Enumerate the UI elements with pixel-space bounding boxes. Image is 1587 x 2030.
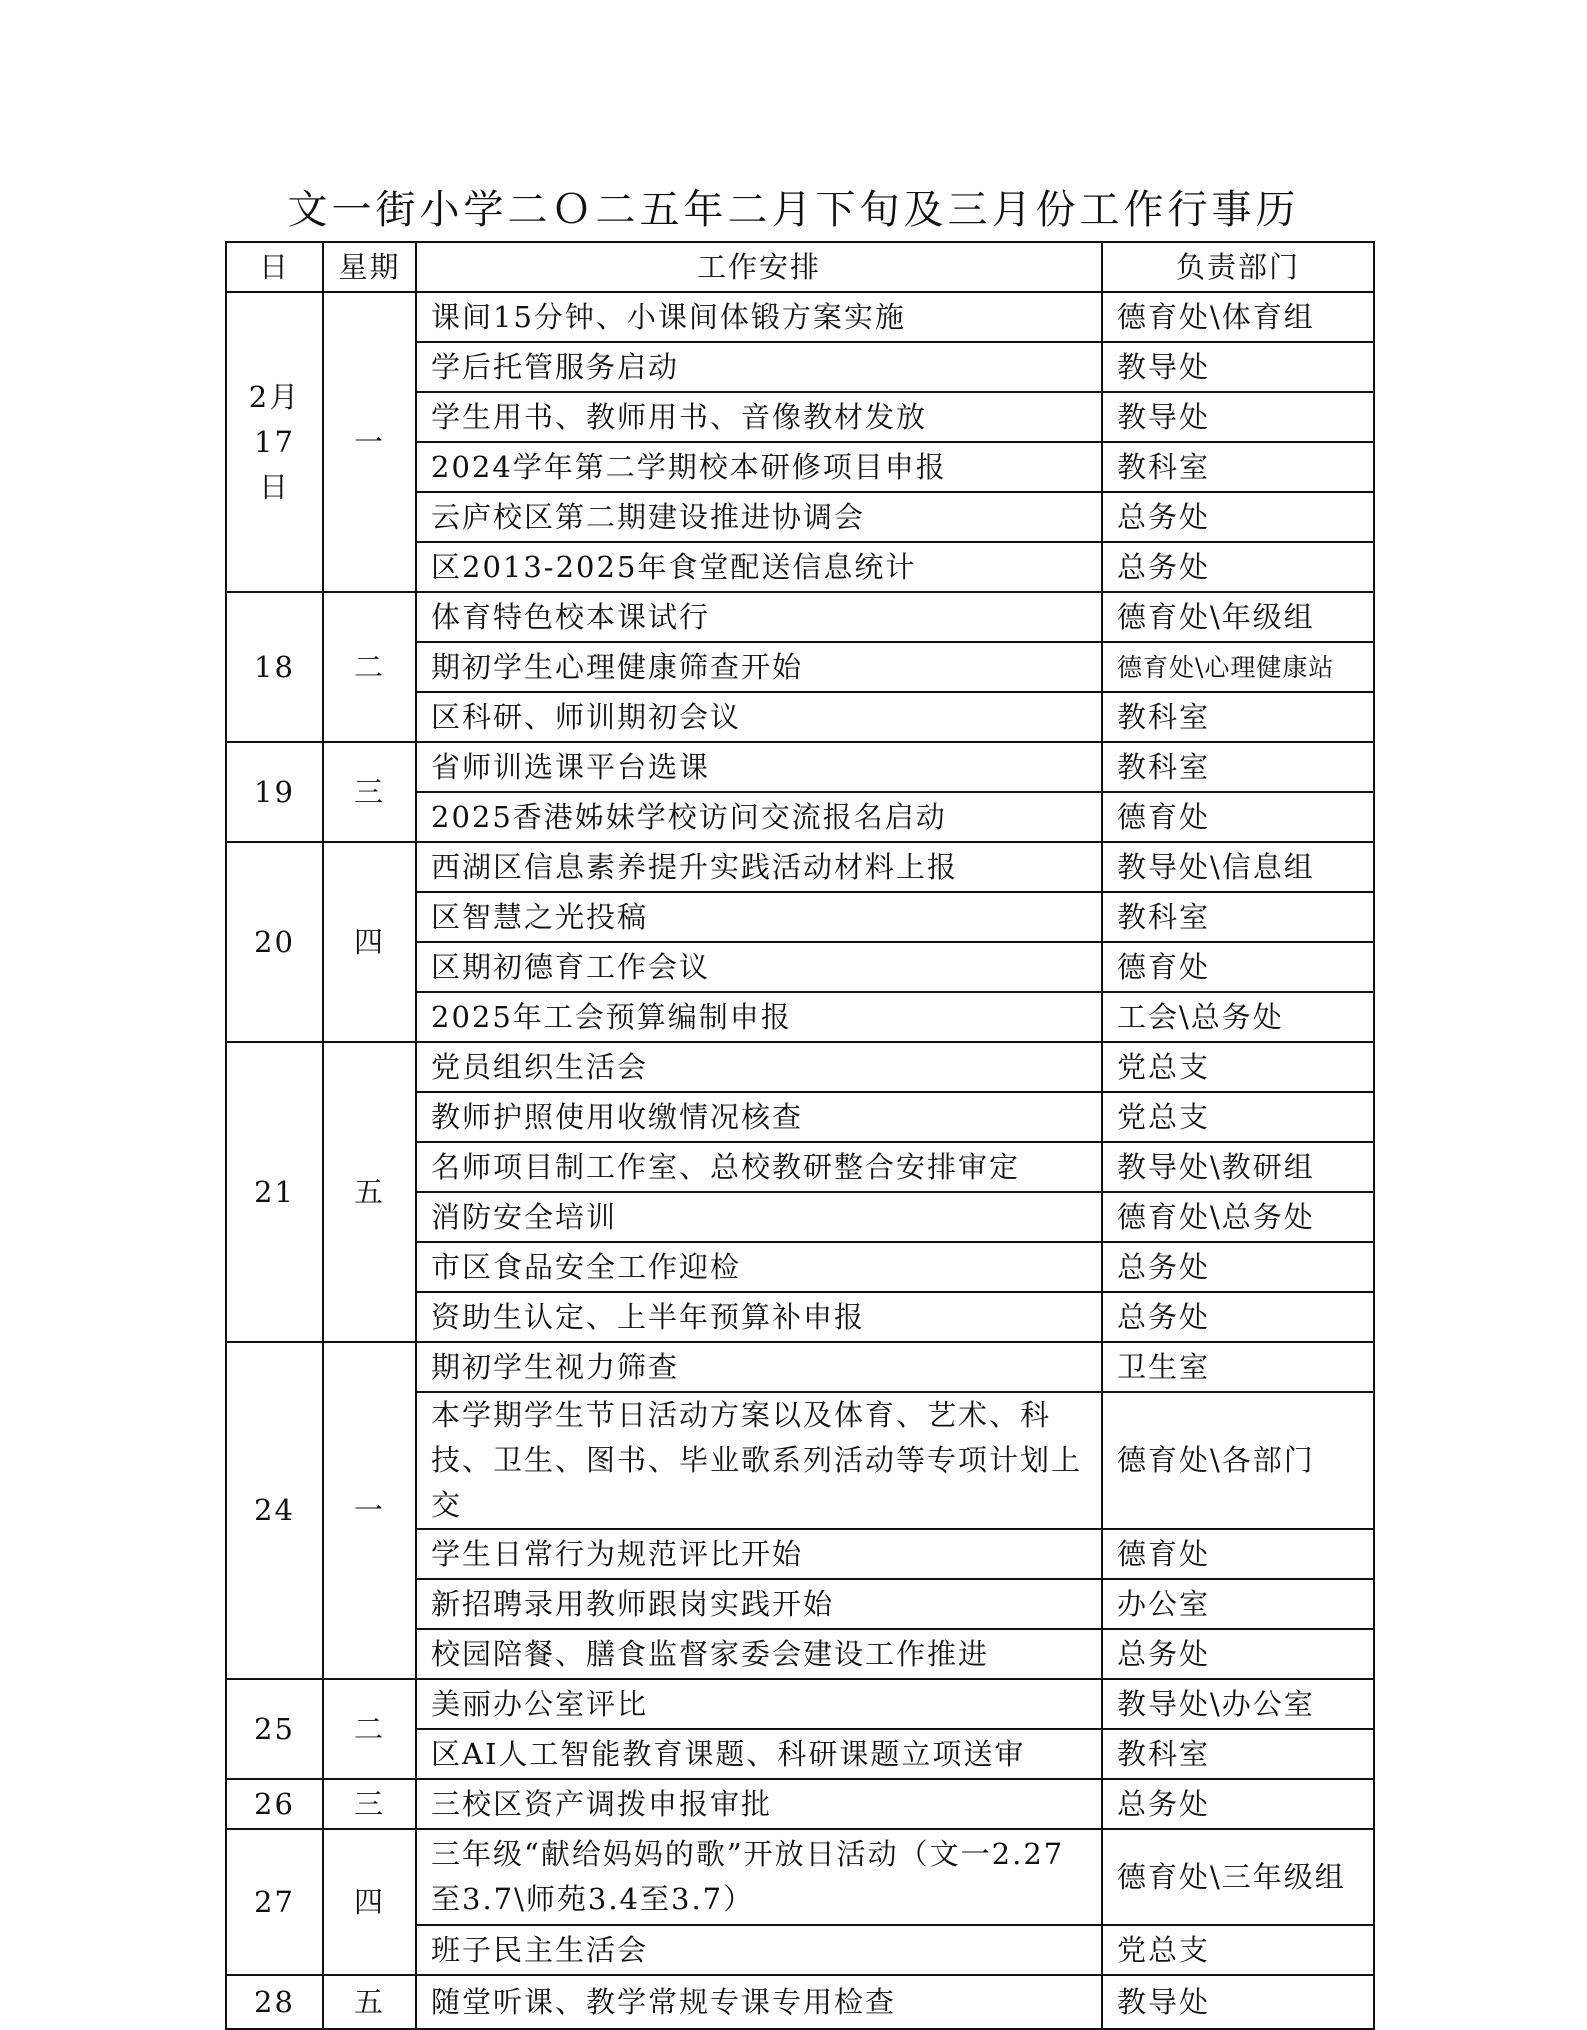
work-cell: 资助生认定、上半年预算补申报 (416, 1292, 1102, 1342)
work-cell: 区智慧之光投稿 (416, 892, 1102, 942)
dept-cell: 党总支 (1102, 1092, 1374, 1142)
table-row (226, 742, 1374, 792)
work-cell: 名师项目制工作室、总校教研整合安排审定 (416, 1142, 1102, 1192)
dept-cell: 党总支 (1102, 1925, 1374, 1975)
work-cell: 期初学生心理健康筛查开始 (416, 642, 1102, 692)
dept-cell: 德育处\各部门 (1102, 1392, 1374, 1529)
date-suffix: 日 (258, 469, 290, 504)
date-cell: 20 (226, 842, 323, 1042)
weekday-cell: 五 (323, 1042, 416, 1342)
work-cell: 体育特色校本课试行 (416, 592, 1102, 642)
work-cell: 省师训选课平台选课 (416, 742, 1102, 792)
table-row (226, 1042, 1374, 1092)
work-cell: 学生用书、教师用书、音像教材发放 (416, 392, 1102, 442)
work-cell: 区2013-2025年食堂配送信息统计 (416, 542, 1102, 592)
table-row (226, 1829, 1374, 1925)
table-row (226, 1975, 1374, 2029)
work-cell: 本学期学生节日活动方案以及体育、艺术、科技、卫生、图书、毕业歌系列活动等专项计划上交 (416, 1392, 1102, 1529)
weekday-cell: 四 (323, 1829, 416, 1975)
weekday-cell: 四 (323, 842, 416, 1042)
work-cell: 云庐校区第二期建设推进协调会 (416, 492, 1102, 542)
header-dept: 负责部门 (1102, 242, 1374, 292)
date-cell: 18 (226, 592, 323, 742)
work-cell: 消防安全培训 (416, 1192, 1102, 1242)
date-cell: 21 (226, 1042, 323, 1342)
date-cell: 25 (226, 1679, 323, 1779)
work-cell: 校园陪餐、膳食监督家委会建设工作推进 (416, 1629, 1102, 1679)
table-row (226, 842, 1374, 892)
work-cell: 美丽办公室评比 (416, 1679, 1102, 1729)
dept-cell: 德育处 (1102, 942, 1374, 992)
dept-cell: 教科室 (1102, 892, 1374, 942)
weekday-cell: 三 (323, 742, 416, 842)
dept-cell: 教导处 (1102, 342, 1374, 392)
dept-cell: 德育处\心理健康站 (1102, 642, 1374, 692)
date-cell (226, 292, 323, 592)
dept-cell: 德育处\年级组 (1102, 592, 1374, 642)
header-row (226, 242, 1374, 292)
dept-cell: 总务处 (1102, 492, 1374, 542)
date-cell: 19 (226, 742, 323, 842)
dept-cell: 教科室 (1102, 692, 1374, 742)
dept-cell: 工会\总务处 (1102, 992, 1374, 1042)
date-day: 17 (254, 424, 295, 459)
table-row (226, 1342, 1374, 1392)
dept-cell: 教导处 (1102, 392, 1374, 442)
work-cell: 随堂听课、教学常规专课专用检查 (416, 1975, 1102, 2029)
work-cell: 课间15分钟、小课间体锻方案实施 (416, 292, 1102, 342)
date-cell: 26 (226, 1779, 323, 1829)
dept-cell: 总务处 (1102, 1292, 1374, 1342)
dept-cell: 教导处\教研组 (1102, 1142, 1374, 1192)
date-cell: 27 (226, 1829, 323, 1975)
dept-cell: 教导处\办公室 (1102, 1679, 1374, 1729)
work-cell: 学后托管服务启动 (416, 342, 1102, 392)
work-cell: 2025香港姊妹学校访问交流报名启动 (416, 792, 1102, 842)
work-cell: 2024学年第二学期校本研修项目申报 (416, 442, 1102, 492)
work-cell: 新招聘录用教师跟岗实践开始 (416, 1579, 1102, 1629)
dept-cell: 德育处 (1102, 1529, 1374, 1579)
table-row (226, 592, 1374, 642)
weekday-cell: 一 (323, 292, 416, 592)
work-cell: 党员组织生活会 (416, 1042, 1102, 1092)
dept-cell: 德育处\总务处 (1102, 1192, 1374, 1242)
work-cell: 区科研、师训期初会议 (416, 692, 1102, 742)
weekday-cell: 三 (323, 1779, 416, 1829)
work-cell: 2025年工会预算编制申报 (416, 992, 1102, 1042)
dept-cell: 党总支 (1102, 1042, 1374, 1092)
work-cell: 区AI人工智能教育课题、科研课题立项送审 (416, 1729, 1102, 1779)
table-row (226, 292, 1374, 342)
table-row (226, 1679, 1374, 1729)
dept-cell: 教科室 (1102, 1729, 1374, 1779)
date-cell: 28 (226, 1975, 323, 2029)
weekday-cell: 五 (323, 1975, 416, 2029)
weekday-cell: 二 (323, 592, 416, 742)
schedule-table (225, 241, 1375, 2030)
dept-cell: 教科室 (1102, 742, 1374, 792)
work-cell: 市区食品安全工作迎检 (416, 1242, 1102, 1292)
header-work: 工作安排 (416, 242, 1102, 292)
header-weekday: 星期 (323, 242, 416, 292)
dept-cell: 总务处 (1102, 1779, 1374, 1829)
dept-cell: 德育处\三年级组 (1102, 1829, 1374, 1925)
dept-cell: 办公室 (1102, 1579, 1374, 1629)
dept-cell: 卫生室 (1102, 1342, 1374, 1392)
dept-cell: 总务处 (1102, 1242, 1374, 1292)
document-title: 文一街小学二Ｏ二五年二月下旬及三月份工作行事历 (287, 187, 1300, 233)
dept-cell: 德育处\体育组 (1102, 292, 1374, 342)
work-cell: 学生日常行为规范评比开始 (416, 1529, 1102, 1579)
dept-cell: 教导处 (1102, 1975, 1374, 2029)
work-cell: 区期初德育工作会议 (416, 942, 1102, 992)
dept-cell: 总务处 (1102, 542, 1374, 592)
work-cell: 西湖区信息素养提升实践活动材料上报 (416, 842, 1102, 892)
date-month: 2月 (248, 379, 301, 414)
dept-cell: 德育处 (1102, 792, 1374, 842)
dept-cell: 总务处 (1102, 1629, 1374, 1679)
date-cell: 24 (226, 1342, 323, 1679)
work-cell: 班子民主生活会 (416, 1925, 1102, 1975)
weekday-cell: 一 (323, 1342, 416, 1679)
work-cell: 期初学生视力筛查 (416, 1342, 1102, 1392)
work-cell: 三年级“献给妈妈的歌”开放日活动（文一2.27至3.7\师苑3.4至3.7） (416, 1829, 1102, 1925)
work-cell: 三校区资产调拨申报审批 (416, 1779, 1102, 1829)
header-date: 日 (226, 242, 323, 292)
weekday-cell: 二 (323, 1679, 416, 1779)
work-cell: 教师护照使用收缴情况核查 (416, 1092, 1102, 1142)
dept-cell: 教科室 (1102, 442, 1374, 492)
table-row (226, 1779, 1374, 1829)
dept-cell: 教导处\信息组 (1102, 842, 1374, 892)
